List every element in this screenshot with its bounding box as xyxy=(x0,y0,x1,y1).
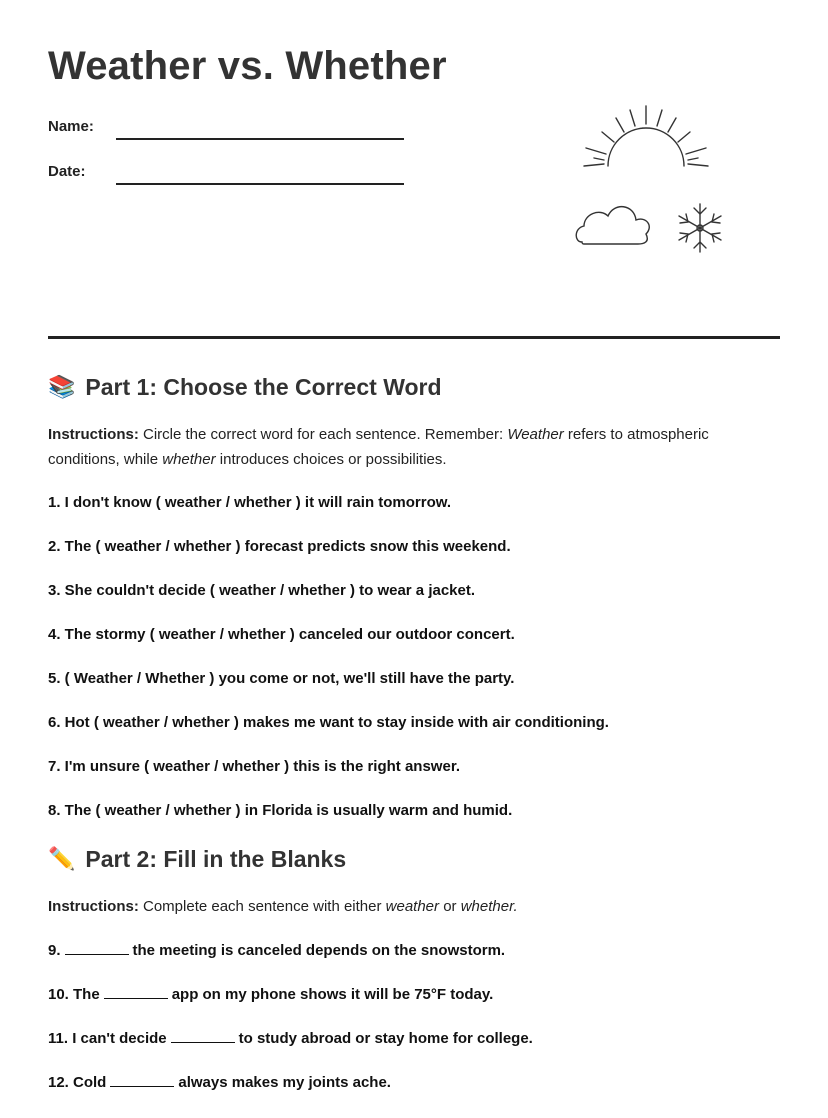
part2-instructions-label: Instructions: xyxy=(48,898,139,915)
part1-instructions xyxy=(48,422,768,472)
part2-heading-text: Part 2: Fill in the Blanks xyxy=(85,846,347,872)
part1-instructions-label: Instructions: xyxy=(48,426,139,443)
part2-instr-text: Complete each sentence with either xyxy=(138,898,386,915)
weather-illustration xyxy=(570,96,740,266)
question-3: 3. She couldn't decide ( weather / whether ) to wear a jacket. xyxy=(48,582,476,599)
part2-instr-em-weather: weather xyxy=(385,898,440,915)
question-1: 1. I don't know ( weather / whether ) it will rain tomorrow. xyxy=(48,494,452,511)
question-9-post: the meeting is canceled depends on the snowstorm. xyxy=(132,942,506,959)
part1-instr-text: introduces choices or possibilities. xyxy=(215,451,447,468)
page-title: Weather vs. Whether xyxy=(48,44,447,88)
question-11 xyxy=(48,1030,533,1047)
books-icon: 📚 xyxy=(48,375,76,400)
answer-blank[interactable] xyxy=(110,1074,174,1087)
question-9-pre: 9. xyxy=(48,942,61,959)
part1-instr-text: refers to atmospheric conditions, while xyxy=(48,426,709,468)
question-12 xyxy=(48,1074,391,1091)
part2-heading xyxy=(48,846,346,873)
question-12-pre: 12. Cold xyxy=(48,1074,107,1091)
question-6: 6. Hot ( weather / whether ) makes me want to stay inside with air conditioning. xyxy=(48,714,609,731)
part1-heading xyxy=(48,374,442,401)
question-5: 5. ( Weather / Whether ) you come or not, we'll still have the party. xyxy=(48,670,515,687)
question-4: 4. The stormy ( weather / whether ) canceled our outdoor concert. xyxy=(48,626,515,643)
answer-blank[interactable] xyxy=(171,1030,235,1043)
part1-instr-text: Circle the correct word for each sentence. Remember: xyxy=(138,426,508,443)
question-8: 8. The ( weather / whether ) in Florida is usually warm and humid. xyxy=(48,802,513,819)
date-field[interactable] xyxy=(116,183,404,185)
cloud-icon xyxy=(576,207,649,244)
question-12-post: always makes my joints ache. xyxy=(178,1074,391,1091)
date-label: Date: xyxy=(48,163,86,180)
question-10 xyxy=(48,986,493,1003)
section-divider xyxy=(48,336,780,339)
part1-instr-em-whether: whether xyxy=(162,451,216,468)
sun-icon xyxy=(584,106,708,166)
name-label: Name: xyxy=(48,118,94,135)
question-9 xyxy=(48,942,505,959)
question-2: 2. The ( weather / whether ) forecast predicts snow this weekend. xyxy=(48,538,511,555)
part1-instr-em-weather: Weather xyxy=(507,426,564,443)
part2-instr-text: or xyxy=(439,898,461,915)
question-10-pre: 10. The xyxy=(48,986,100,1003)
part1-heading-text: Part 1: Choose the Correct Word xyxy=(85,374,442,400)
question-11-post: to study abroad or stay home for college. xyxy=(238,1030,533,1047)
snowflake-icon xyxy=(679,204,721,252)
answer-blank[interactable] xyxy=(65,942,129,955)
question-7: 7. I'm unsure ( weather / whether ) this is the right answer. xyxy=(48,758,460,775)
part2-instructions xyxy=(48,894,768,919)
answer-blank[interactable] xyxy=(104,986,168,999)
name-field[interactable] xyxy=(116,138,404,140)
question-10-post: app on my phone shows it will be 75°F today. xyxy=(171,986,494,1003)
pencil-icon: ✏️ xyxy=(48,847,76,872)
question-11-pre: 11. I can't decide xyxy=(48,1030,167,1047)
part2-instr-em-whether: whether. xyxy=(460,898,518,915)
